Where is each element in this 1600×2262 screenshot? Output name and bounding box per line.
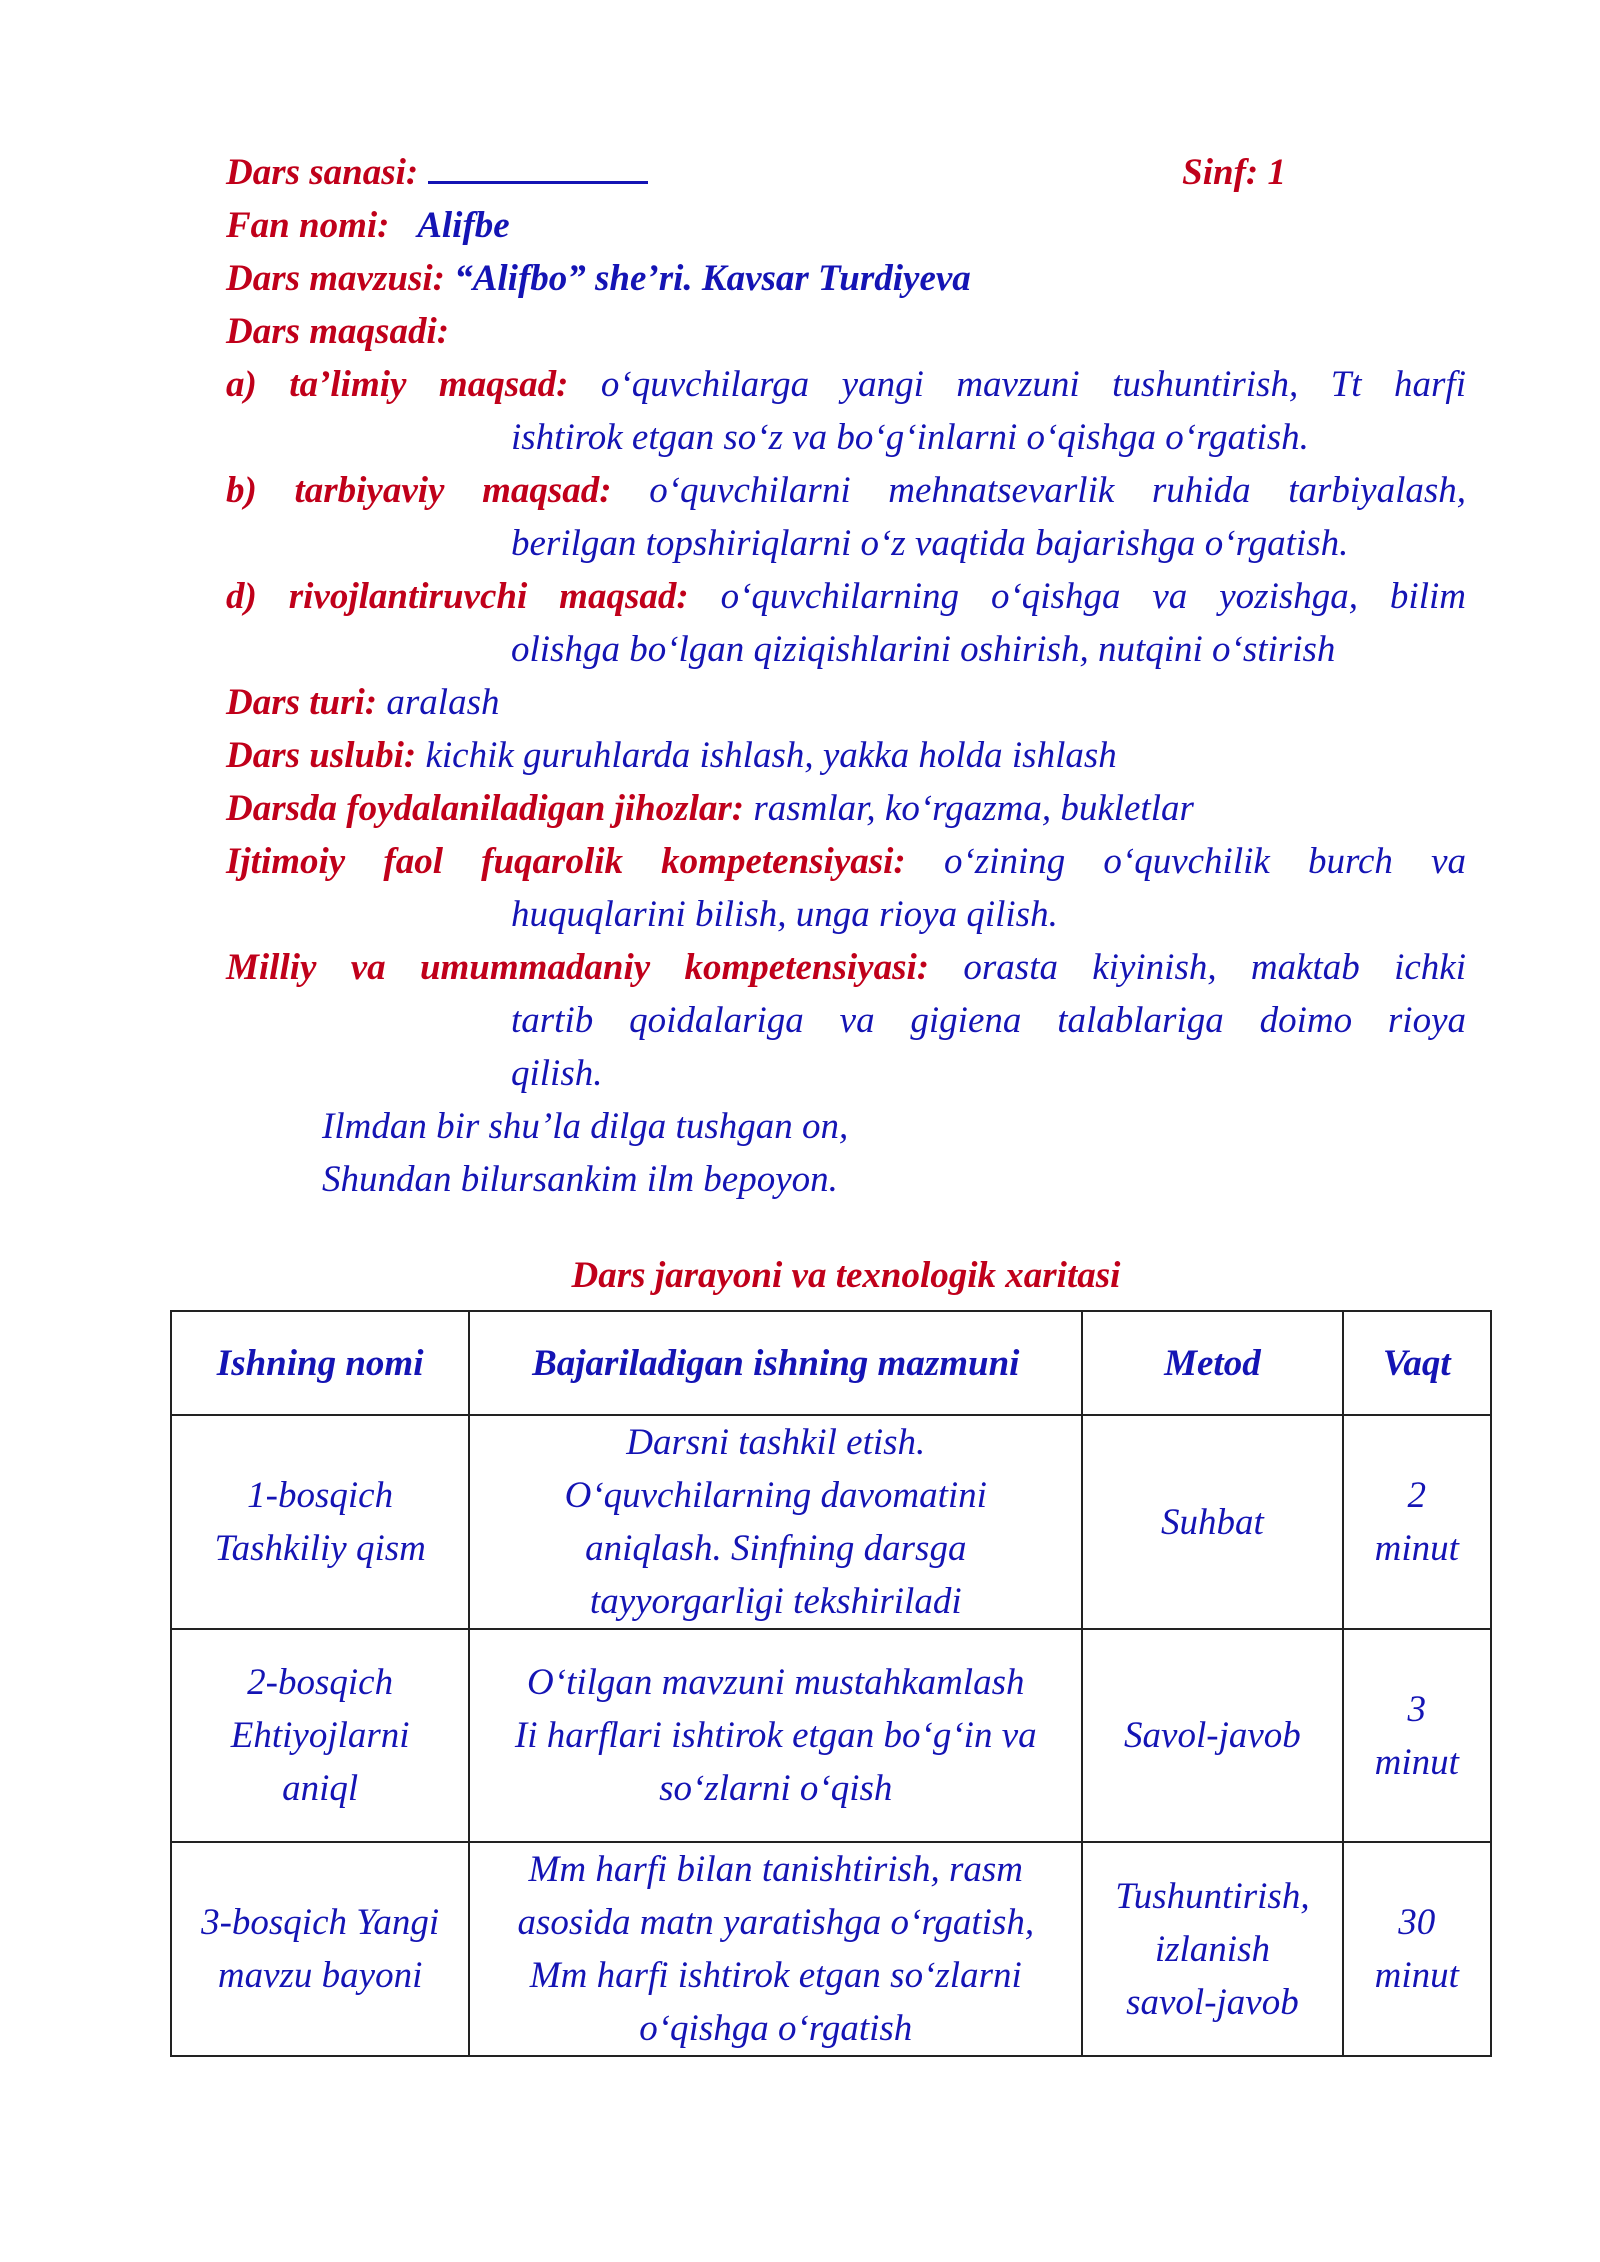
lesson-type-row bbox=[226, 676, 1466, 729]
lesson-method-value: kichik guruhlarda ishlash, yakka holda ishlash bbox=[425, 735, 1117, 776]
date-class-row bbox=[226, 146, 1466, 199]
class-label: Sinf: 1 bbox=[1182, 152, 1286, 193]
table-row bbox=[171, 1629, 1491, 1842]
aim-educational bbox=[226, 358, 1466, 464]
table-header-row bbox=[171, 1311, 1491, 1415]
time-cell: 3 minut bbox=[1343, 1629, 1491, 1842]
column-header: Metod bbox=[1082, 1311, 1342, 1415]
subject-row bbox=[226, 199, 1466, 252]
aim-developmental bbox=[226, 570, 1466, 676]
aim-text: o‘quvchilarning o‘qishga va yozishga, bilim bbox=[720, 576, 1466, 617]
aim-heading: Dars maqsadi: bbox=[226, 311, 450, 352]
stage-cell: 3-bosqich Yangi mavzu bayoni bbox=[171, 1842, 469, 2056]
national-label: Milliy va umummadaniy kompetensiyasi: bbox=[226, 947, 930, 988]
aim-text: o‘quvchilarga yangi mavzuni tushuntirish, Tt harfi bbox=[600, 364, 1466, 405]
date-label: Dars sanasi: bbox=[226, 152, 419, 193]
aim-upbringing bbox=[226, 464, 1466, 570]
civic-text: o‘zining o‘quvchilik burch va bbox=[943, 841, 1467, 882]
time-cell: 30 minut bbox=[1343, 1842, 1491, 2056]
topic-value: “Alifbo” she’ri. Kavsar Turdiyeva bbox=[454, 258, 971, 299]
lesson-type-label: Dars turi: bbox=[226, 682, 378, 723]
lesson-method-row bbox=[226, 729, 1466, 782]
method-cell: Savol-javob bbox=[1082, 1629, 1342, 1842]
lesson-flow-table bbox=[170, 1310, 1492, 2057]
aim-text-cont: berilgan topshiriqlarni o‘z vaqtida bajarishga o‘rgatish. bbox=[511, 523, 1349, 564]
national-competence bbox=[226, 941, 1466, 1100]
content-cell: Darsni tashkil etish. O‘quvchilarning davomatini aniqlash. Sinfning darsga tayyorgarligi tekshiriladi bbox=[469, 1415, 1082, 1629]
table-row bbox=[171, 1842, 1491, 2056]
date-blank-line bbox=[428, 147, 648, 184]
column-header: Bajariladigan ishning mazmuni bbox=[469, 1311, 1082, 1415]
national-text-end: qilish. bbox=[511, 1053, 603, 1094]
tools-label: Darsda foydalaniladigan jihozlar: bbox=[226, 788, 745, 829]
lesson-type-value: aralash bbox=[386, 682, 500, 723]
column-header: Ishning nomi bbox=[171, 1311, 469, 1415]
table-row bbox=[171, 1415, 1491, 1629]
time-cell: 2 minut bbox=[1343, 1415, 1491, 1629]
column-header: Vaqt bbox=[1343, 1311, 1491, 1415]
tools-row bbox=[226, 782, 1466, 835]
aim-label: d) rivojlantiruvchi maqsad: bbox=[226, 576, 689, 617]
aim-text-cont: ishtirok etgan so‘z va bo‘g‘inlarni o‘qishga o‘rgatish. bbox=[511, 417, 1309, 458]
civic-competence bbox=[226, 835, 1466, 941]
national-text-cont: tartib qoidalariga va gigiena talablariga doimo rioya bbox=[511, 1000, 1466, 1041]
stage-cell: 1-bosqich Tashkiliy qism bbox=[171, 1415, 469, 1629]
content-cell: Mm harfi bilan tanishtirish, rasm asosida matn yaratishga o‘rgatish, Mm harfi ishtirok etgan so‘zlarni o‘qishga o‘rgatish bbox=[469, 1842, 1082, 2056]
aim-label: b) tarbiyaviy maqsad: bbox=[226, 470, 612, 511]
lesson-method-label: Dars uslubi: bbox=[226, 735, 417, 776]
civic-text-cont: huquqlarini bilish, unga rioya qilish. bbox=[511, 894, 1058, 935]
subject-value: Alifbe bbox=[417, 205, 510, 246]
aim-text-cont: olishga bo‘lgan qiziqishlarini oshirish, nutqini o‘stirish bbox=[511, 629, 1336, 670]
poem-line: Shundan bilursankim ilm bepoyon. bbox=[322, 1159, 838, 1200]
method-cell: Suhbat bbox=[1082, 1415, 1342, 1629]
tools-value: rasmlar, ko‘rgazma, bukletlar bbox=[753, 788, 1194, 829]
poem-line: Ilmdan bir shu’la dilga tushgan on, bbox=[322, 1106, 849, 1147]
content-cell: O‘tilgan mavzuni mustahkamlash Ii harflari ishtirok etgan bo‘g‘in va so‘zlarni o‘qish bbox=[469, 1629, 1082, 1842]
topic-label: Dars mavzusi: bbox=[226, 258, 445, 299]
topic-row bbox=[226, 252, 1466, 305]
lesson-plan-page bbox=[226, 146, 1466, 1302]
table-title: Dars jarayoni va texnologik xaritasi bbox=[571, 1255, 1121, 1296]
aim-label: a) ta’limiy maqsad: bbox=[226, 364, 569, 405]
national-text: orasta kiyinish, maktab ichki bbox=[963, 947, 1466, 988]
method-cell: Tushuntirish, izlanish savol-javob bbox=[1082, 1842, 1342, 2056]
aim-text: o‘quvchilarni mehnatsevarlik ruhida tarbiyalash, bbox=[649, 470, 1467, 511]
subject-label: Fan nomi: bbox=[226, 205, 390, 246]
civic-label: Ijtimoiy faol fuqarolik kompetensiyasi: bbox=[226, 841, 906, 882]
stage-cell: 2-bosqich Ehtiyojlarni aniql bbox=[171, 1629, 469, 1842]
